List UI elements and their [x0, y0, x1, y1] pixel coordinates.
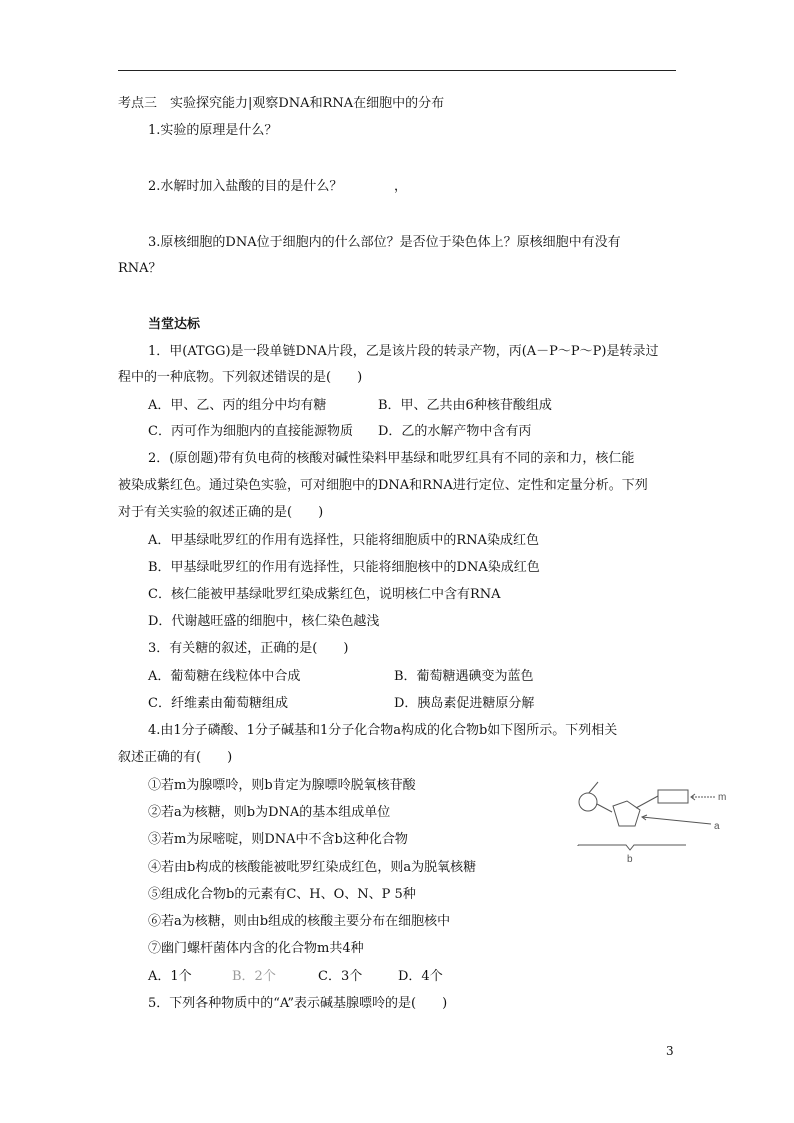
problem-4-option-a: A．1个 [148, 969, 192, 984]
phosphate-circle [579, 793, 597, 811]
problem-2-option-d: D．代谢越旺盛的细胞中，核仁染色越浅 [148, 614, 380, 629]
problem-1-option-d: D．乙的水解产物中含有丙 [378, 424, 532, 439]
problem-4-statement-2: ②若a为核糖，则b为DNA的基本组成单位 [148, 805, 391, 820]
header-rule [118, 70, 676, 71]
nucleotide-figure [568, 772, 738, 868]
sugar-base-bond [636, 796, 658, 808]
problem-4-statement-7: ⑦幽门螺杆菌体内含的化合物m共4种 [148, 941, 364, 956]
problem-2-option-c: C．核仁能被甲基绿吡罗红染成紫红色，说明核仁中含有RNA [148, 587, 501, 602]
label-m: m [718, 792, 727, 803]
section-title: 考点三 实验探究能力|观察DNA和RNA在细胞中的分布 [118, 96, 445, 111]
phosphate-sugar-bond [597, 804, 612, 812]
problem-3-option-a: A．葡萄糖在线粒体中合成 [148, 669, 301, 684]
page-number: 3 [666, 1044, 674, 1058]
problem-3-option-c: C．纤维素由葡萄糖组成 [148, 696, 288, 711]
problem-1-option-a: A．甲、乙、丙的组分中均有糖 [148, 398, 327, 413]
problem-4-statement-5: ⑤组成化合物b的元素有C、H、O、N、P 5种 [148, 887, 416, 902]
question-1: 1.实验的原理是什么？ [148, 123, 278, 138]
problem-4-statement-4: ④若由b构成的核酸能被吡罗红染成红色，则a为脱氧核糖 [148, 860, 477, 875]
question-2-mark: ， [394, 179, 408, 194]
phosphate-stem [588, 782, 598, 794]
practice-heading: 当堂达标 [148, 317, 201, 332]
label-b: b [627, 854, 633, 865]
problem-2-line3: 对于有关实验的叙述正确的是( ) [118, 505, 324, 520]
problem-2-option-a: A．甲基绿吡罗红的作用有选择性，只能将细胞质中的RNA染成红色 [148, 533, 539, 548]
problem-4-statement-6: ⑥若a为核糖，则由b组成的核酸主要分布在细胞核中 [148, 914, 451, 929]
arrow-a-line [642, 817, 711, 824]
pentose-sugar [613, 801, 640, 826]
problem-4-line2: 叙述正确的有( ) [118, 750, 233, 765]
problem-4-statement-1: ①若m为腺嘌呤，则b肯定为腺嘌呤脱氧核苷酸 [148, 778, 416, 793]
problem-1-option-c: C．丙可作为细胞内的直接能源物质 [148, 424, 353, 439]
problem-4-option-d: D．4个 [398, 969, 443, 984]
problem-2-line2: 被染成紫红色。通过染色实验，可对细胞中的DNA和RNA进行定位、定性和定量分析。下列 [118, 478, 648, 493]
problem-5-line1: 5．下列各种物质中的“A”表示碱基腺嘌呤的是( ) [148, 996, 448, 1011]
problem-1-option-b: B．甲、乙共由6种核苷酸组成 [378, 398, 552, 413]
problem-4-option-c: C．3个 [318, 969, 363, 984]
base-rect [658, 790, 688, 803]
problem-3-option-b: B．葡萄糖遇碘变为蓝色 [394, 669, 534, 684]
question-2: 2.水解时加入盐酸的目的是什么？ [148, 179, 343, 194]
problem-4-line1: 4.由1分子磷酸、1分子碱基和1分子化合物a构成的化合物b如下图所示。下列相关 [148, 723, 618, 738]
problem-2-option-b: B．甲基绿吡罗红的作用有选择性，只能将细胞核中的DNA染成红色 [148, 560, 540, 575]
question-3-line1: 3.原核细胞的DNA位于细胞内的什么部位？是否位于染色体上？原核细胞中有没有 [148, 235, 621, 250]
brace-b [578, 845, 686, 850]
problem-1-line2: 程中的一种底物。下列叙述错误的是( ) [118, 370, 363, 385]
problem-3-line1: 3．有关糖的叙述，正确的是( ) [148, 641, 349, 656]
problem-1-line1: 1．甲(ATGG)是一段单链DNA片段，乙是该片段的转录产物，丙(A－P～P～P)是转录过 [148, 344, 659, 359]
problem-4-option-b: B．2个 [232, 969, 276, 984]
label-a: a [714, 821, 720, 832]
problem-3-option-d: D．胰岛素促进糖原分解 [394, 696, 535, 711]
question-3-line2: RNA？ [118, 261, 162, 276]
problem-2-line1: 2．(原创题)带有负电荷的核酸对碱性染料甲基绿和吡罗红具有不同的亲和力，核仁能 [148, 451, 635, 466]
problem-4-statement-3: ③若m为尿嘧啶，则DNA中不含b这种化合物 [148, 832, 408, 847]
